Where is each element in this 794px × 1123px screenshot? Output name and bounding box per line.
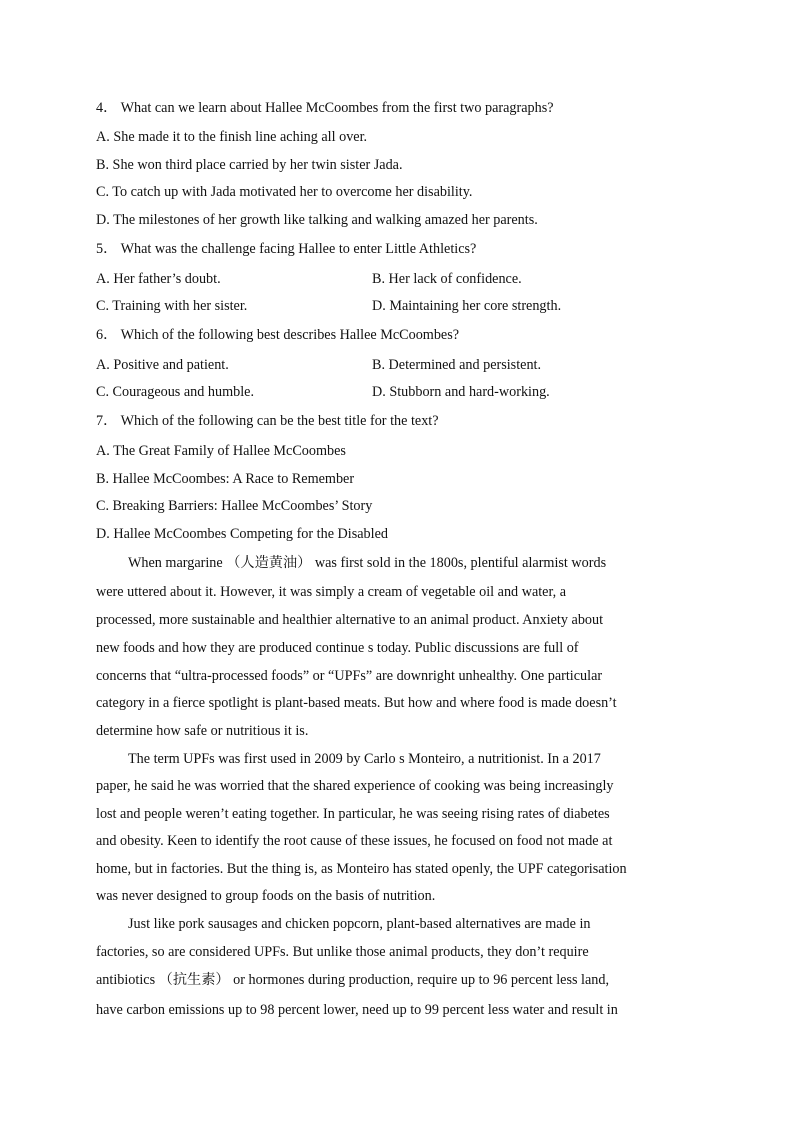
passage-p1-line-1: When margarine （人造黄油） was first sold in the 1800s, plentiful alarmist words (128, 555, 607, 571)
passage-p2-line-1: The term UPFs was first used in 2009 by Carlo s Monteiro, a nutritionist. In a 2017 (128, 751, 601, 767)
passage-p3-line-4: have carbon emissions up to 98 percent lower, need up to 99 percent less water and result in (96, 1002, 618, 1018)
question-text: What was the challenge facing Hallee to enter Little Athletics? (120, 241, 477, 257)
question-4-option-c: C. To catch up with Jada motivated her to overcome her disability. (96, 184, 473, 200)
question-4-stem (96, 99, 554, 117)
question-5-option-d: D. Maintaining her core strength. (372, 298, 562, 314)
question-text: Which of the following best describes Hallee McCoombes? (120, 327, 460, 343)
passage-p2-line-3: lost and people weren’t eating together. In particular, he was seeing rising rates of diabetes (96, 806, 610, 822)
passage-p1-line-7: determine how safe or nutritious it is. (96, 723, 309, 739)
passage-p3-line-3: antibiotics （抗生素） or hormones during production, require up to 96 percent less land, (96, 972, 610, 988)
question-6-option-c: C. Courageous and humble. (96, 384, 255, 400)
passage-p2-line-5: home, but in factories. But the thing is, as Monteiro has stated openly, the UPF categorisation (96, 861, 627, 877)
question-number: 5． (96, 241, 118, 257)
passage-p2-line-4: and obesity. Keen to identify the root cause of these issues, he focused on food not made at (96, 833, 613, 849)
question-6-stem (96, 326, 459, 344)
passage-p3-line-1: Just like pork sausages and chicken popcorn, plant-based alternatives are made in (128, 916, 591, 932)
question-5-stem (96, 240, 476, 258)
question-5-option-a: A. Her father’s doubt. (96, 271, 221, 287)
passage-p1-line-4: new foods and how they are produced continue s today. Public discussions are full of (96, 640, 579, 656)
question-text: Which of the following can be the best title for the text? (120, 413, 439, 429)
question-4-option-b: B. She won third place carried by her twin sister Jada. (96, 157, 403, 173)
question-number: 4． (96, 100, 118, 116)
passage-p1-line-2: were uttered about it. However, it was simply a cream of vegetable oil and water, a (96, 584, 567, 600)
passage-p1-line-3: processed, more sustainable and healthier alternative to an animal product. Anxiety about (96, 612, 604, 628)
passage-p3-line-2: factories, so are considered UPFs. But unlike those animal products, they don’t require (96, 944, 589, 960)
question-text: What can we learn about Hallee McCoombes from the first two paragraphs? (120, 100, 554, 116)
question-5-option-c: C. Training with her sister. (96, 298, 248, 314)
question-7-option-c: C. Breaking Barriers: Hallee McCoombes’ Story (96, 498, 373, 514)
question-7-option-a: A. The Great Family of Hallee McCoombes (96, 443, 346, 459)
question-number: 7． (96, 413, 118, 429)
question-6-option-d: D. Stubborn and hard-working. (372, 384, 550, 400)
question-7-option-b: B. Hallee McCoombes: A Race to Remember (96, 471, 355, 487)
question-5-option-b: B. Her lack of confidence. (372, 271, 522, 287)
passage-p2-line-6: was never designed to group foods on the basis of nutrition. (96, 888, 436, 904)
question-7-option-d: D. Hallee McCoombes Competing for the Disabled (96, 526, 388, 542)
passage-p2-line-2: paper, he said he was worried that the shared experience of cooking was being increasingly (96, 778, 614, 794)
question-4-option-d: D. The milestones of her growth like talking and walking amazed her parents. (96, 212, 538, 228)
question-number: 6． (96, 327, 118, 343)
question-4-option-a: A. She made it to the finish line aching all over. (96, 129, 368, 145)
passage-p1-line-6: category in a fierce spotlight is plant-based meats. But how and where food is made doesn’t (96, 695, 617, 711)
passage-p1-line-5: concerns that “ultra-processed foods” or “UPFs” are downright unhealthy. One particular (96, 668, 603, 684)
question-6-option-a: A. Positive and patient. (96, 357, 229, 373)
question-7-stem (96, 412, 439, 430)
question-6-option-b: B. Determined and persistent. (372, 357, 542, 373)
